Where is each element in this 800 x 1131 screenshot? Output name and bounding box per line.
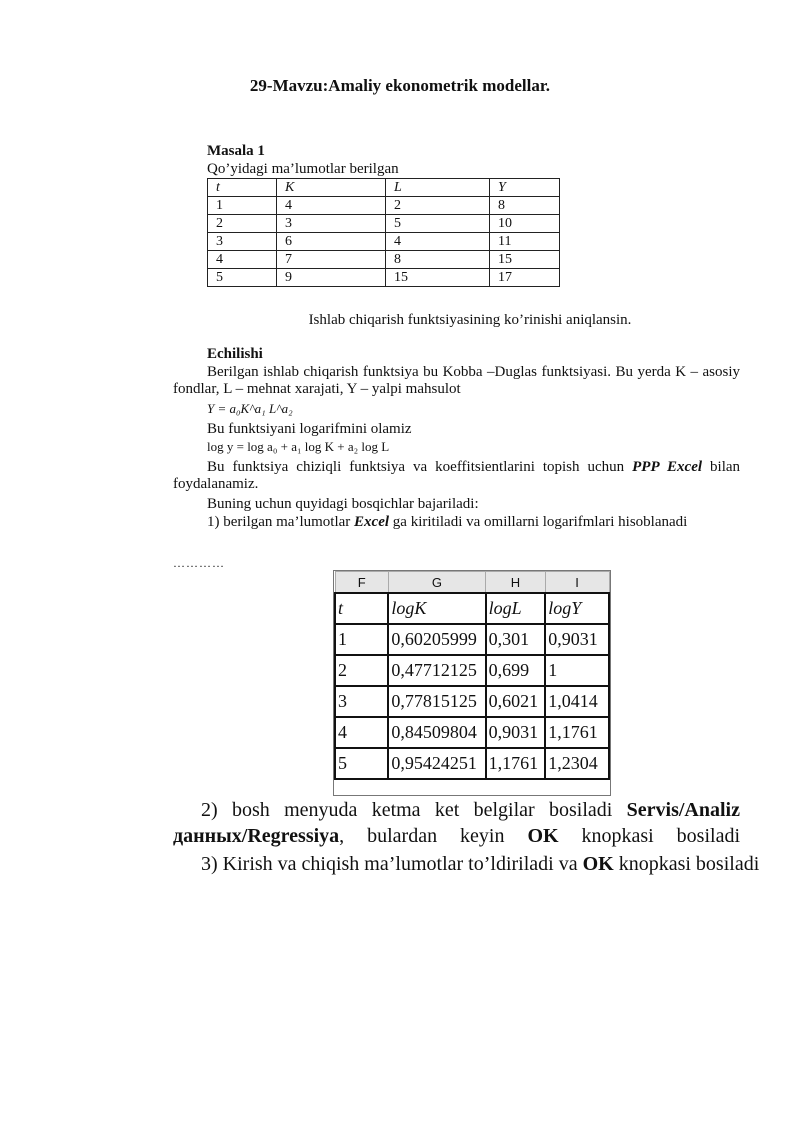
excel-cell: 1,1761	[486, 748, 546, 779]
excel-cell: 2	[335, 655, 388, 686]
step1-text-end: ga kiritiladi va omillarni logarifmlari hisoblanadi	[392, 514, 688, 530]
excel-cell: 0,47712125	[388, 655, 485, 686]
table-cell: 2	[386, 197, 490, 215]
table-cell: 15	[490, 251, 560, 269]
excel-cell: 0,95424251	[388, 748, 485, 779]
excel-column-letters	[335, 572, 609, 594]
table-cell: 4	[208, 251, 277, 269]
excel-cell: 0,9031	[545, 624, 609, 655]
excel-cell: 0,699	[486, 655, 546, 686]
excel-cell: 4	[335, 717, 388, 748]
excel-row	[335, 717, 609, 748]
solution-paragraph-3	[173, 459, 740, 493]
table-cell: 3	[277, 215, 386, 233]
table-cell: 7	[277, 251, 386, 269]
excel-cell: logK	[388, 593, 485, 624]
header-cell: t	[208, 179, 277, 197]
table-cell: 8	[490, 197, 560, 215]
excel-row	[335, 686, 609, 717]
excel-cell: 0,9031	[486, 717, 546, 748]
p3-text: Bu funktsiya chiziqli funktsiya va koeffitsientlarini topish uchun	[207, 459, 625, 475]
excel-cell: 0,301	[486, 624, 546, 655]
given-data-table	[207, 178, 560, 287]
task-question: Ishlab chiqarish funktsiyasining ko’rinishi aniqlansin.	[308, 312, 632, 328]
table-row	[208, 197, 560, 215]
table-cell: 5	[386, 215, 490, 233]
step2-ok: OK	[527, 825, 559, 847]
step2-menu-path: Servis/Analiz данных/Regressiya	[173, 799, 740, 847]
table-cell: 1	[208, 197, 277, 215]
table-row	[208, 233, 560, 251]
solution-paragraph-2: Bu funktsiyani logarifmini olamiz	[207, 421, 412, 437]
excel-cell: 1,2304	[545, 748, 609, 779]
column-letter: F	[335, 572, 388, 594]
column-letter: G	[388, 572, 485, 594]
page-title: 29-Mavzu:Amaliy ekonometrik modellar.	[249, 76, 551, 95]
solution-paragraph-1: Berilgan ishlab chiqarish funktsiya bu Kobba –Duglas funktsiyasi. Bu yerda K – asosiy fondlar, L – mehnat xarajati, Y – yalpi mahsulot	[173, 364, 740, 397]
excel-cell: 3	[335, 686, 388, 717]
step1-text: 1) berilgan ma’lumotlar	[207, 514, 351, 530]
excel-cell: 0,77815125	[388, 686, 485, 717]
excel-cell: 0,60205999	[388, 624, 485, 655]
header-cell: Y	[490, 179, 560, 197]
excel-cell: 1,1761	[545, 717, 609, 748]
table-cell: 8	[386, 251, 490, 269]
column-letter: H	[486, 572, 546, 594]
step2-text: 2) bosh menyuda ketma ket belgilar bosiladi	[201, 799, 613, 821]
task-given-text: Qo’yidagi ma’lumotlar berilgan	[207, 161, 399, 177]
table-cell: 15	[386, 269, 490, 287]
dots-line: …………	[173, 556, 225, 570]
excel-cell: logL	[486, 593, 546, 624]
p3-text-end: bilan foydalanamiz.	[173, 459, 741, 492]
step2-text-mid: , bulardan keyin	[339, 825, 505, 847]
cobb-douglas-formula: Y = a₀K^a₁ L^a₂	[207, 401, 293, 416]
excel-header-row	[335, 593, 609, 624]
excel-cell: 1	[335, 624, 388, 655]
excel-cell: t	[335, 593, 388, 624]
table-cell: 6	[277, 233, 386, 251]
excel-row	[335, 748, 609, 779]
table-cell: 2	[208, 215, 277, 233]
table-row	[208, 215, 560, 233]
step3-ok: OK	[582, 853, 614, 875]
excel-log-table	[333, 570, 611, 796]
step2-text-end: knopkasi bosiladi	[581, 825, 741, 847]
excel-cell: 0,6021	[486, 686, 546, 717]
step-2	[173, 797, 740, 849]
table-cell: 9	[277, 269, 386, 287]
table-cell: 3	[208, 233, 277, 251]
step-3	[201, 851, 768, 877]
table-cell: 10	[490, 215, 560, 233]
table-row	[208, 269, 560, 287]
table-cell: 11	[490, 233, 560, 251]
excel-cell: 1,0414	[545, 686, 609, 717]
column-letter: I	[545, 572, 609, 594]
solution-heading: Echilishi	[207, 346, 263, 362]
task-heading: Masala 1	[207, 143, 265, 159]
excel-cell: 0,84509804	[388, 717, 485, 748]
table-header-row	[208, 179, 560, 197]
table-cell: 4	[386, 233, 490, 251]
excel-row	[335, 624, 609, 655]
excel-cell: 1	[545, 655, 609, 686]
step-1	[173, 514, 740, 531]
step3-text-end: knopkasi bosiladi	[618, 853, 760, 875]
table-row	[208, 251, 560, 269]
excel-row	[335, 655, 609, 686]
header-cell: K	[277, 179, 386, 197]
table-cell: 17	[490, 269, 560, 287]
log-formula: log y = log a₀ + a₁ log K + a₂ log L	[207, 439, 390, 454]
step1-emphasis: Excel	[354, 514, 390, 530]
step3-text: 3) Kirish va chiqish ma’lumotlar to’ldiriladi va	[201, 853, 578, 875]
excel-cell: logY	[545, 593, 609, 624]
excel-cell: 5	[335, 748, 388, 779]
p3-emphasis: PPP Excel	[632, 459, 703, 475]
table-cell: 5	[208, 269, 277, 287]
table-cell: 4	[277, 197, 386, 215]
header-cell: L	[386, 179, 490, 197]
solution-paragraph-4: Buning uchun quyidagi bosqichlar bajariladi:	[207, 496, 479, 512]
